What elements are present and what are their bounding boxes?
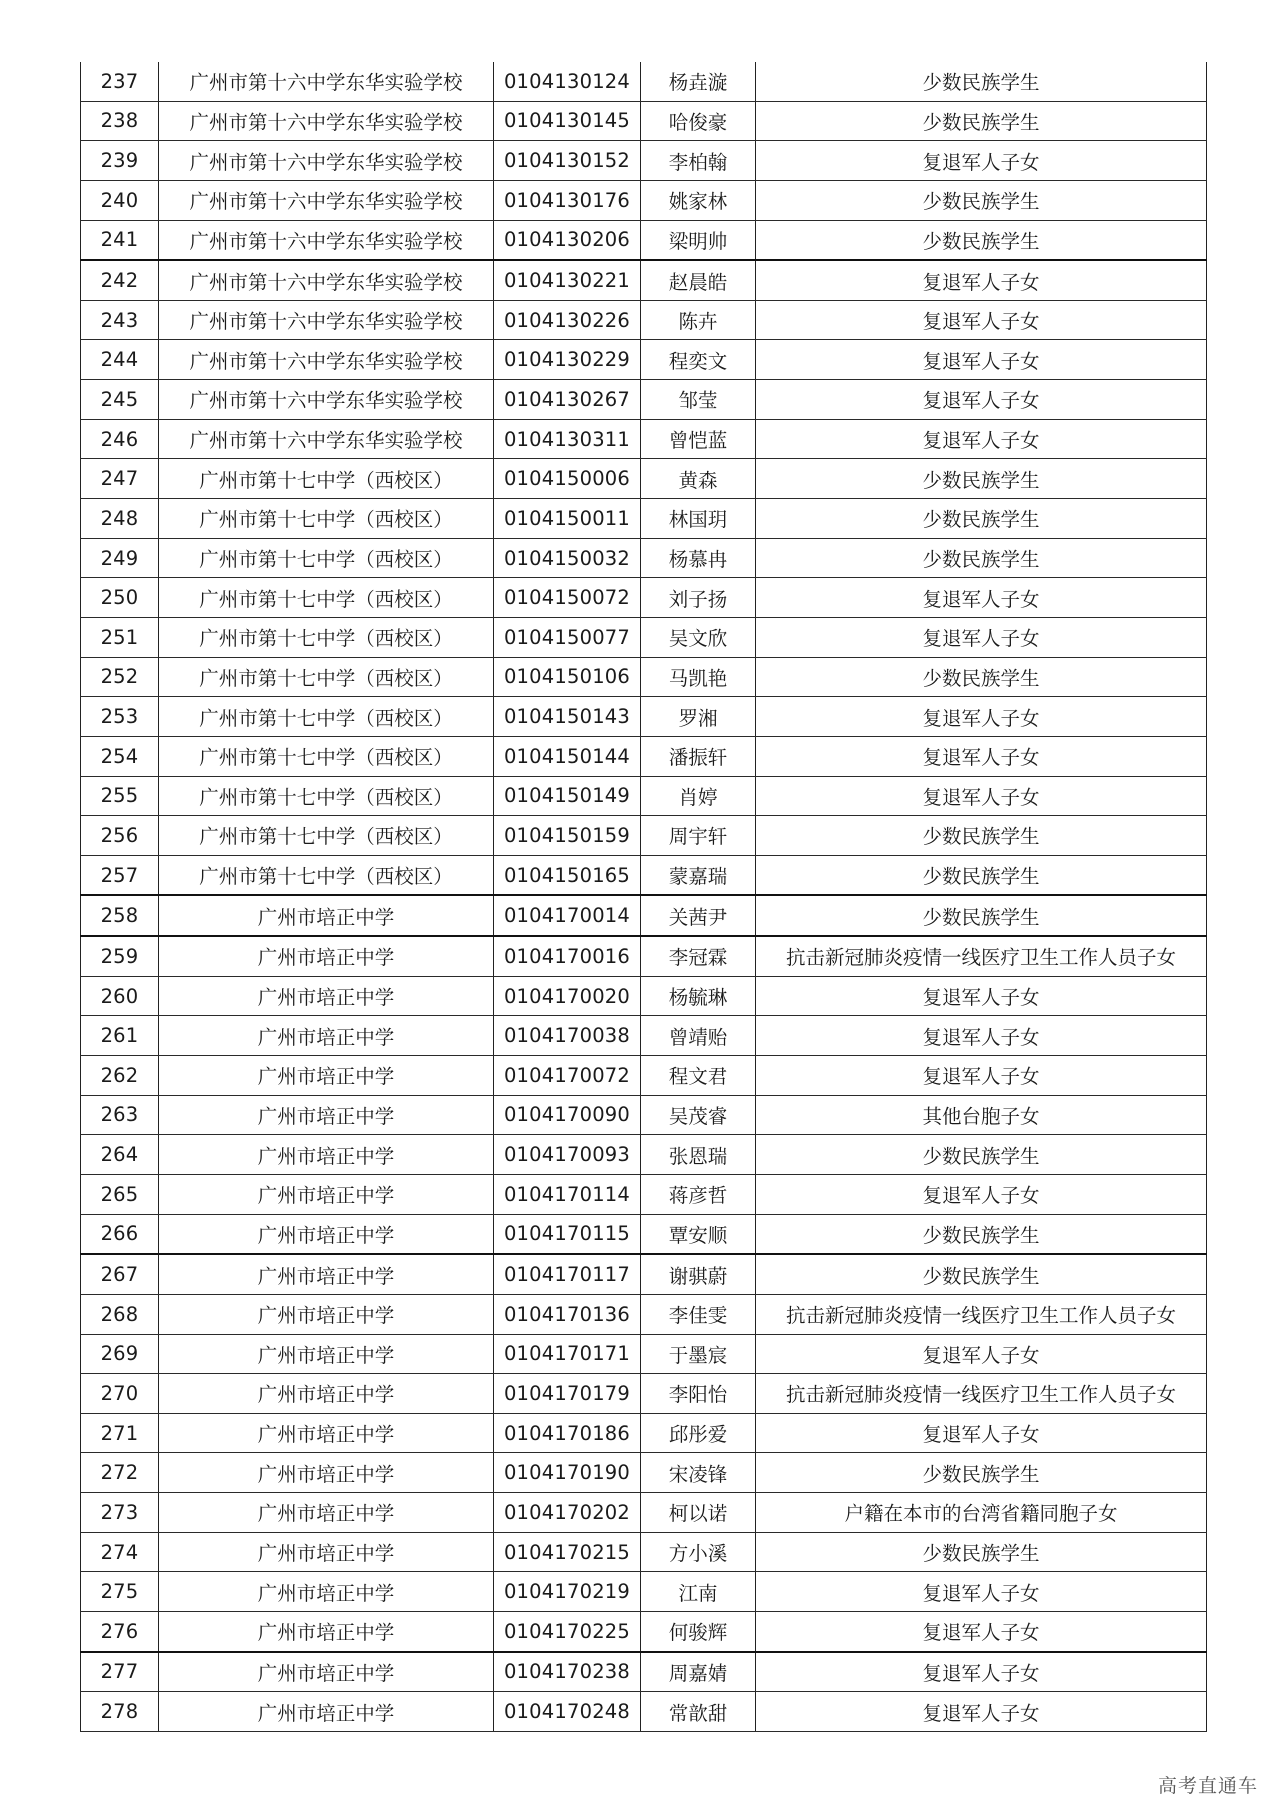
row-number-cell: 266 <box>81 1214 159 1254</box>
school-name-cell: 广州市第十七中学（西校区） <box>159 538 494 578</box>
student-name-cell: 李冠霖 <box>641 936 756 976</box>
student-id-cell: 0104130176 <box>494 180 641 220</box>
school-name-cell: 广州市培正中学 <box>159 895 494 936</box>
student-name-cell: 邱彤爱 <box>641 1413 756 1453</box>
eligibility-category-cell: 复退军人子女 <box>756 697 1207 737</box>
row-number-cell: 267 <box>81 1254 159 1294</box>
school-name-cell: 广州市第十六中学东华实验学校 <box>159 419 494 459</box>
roster-sheet <box>80 62 1206 1732</box>
eligibility-category-cell: 复退军人子女 <box>756 1174 1207 1214</box>
student-name-cell: 李阳怡 <box>641 1374 756 1414</box>
eligibility-category-cell: 复退军人子女 <box>756 617 1207 657</box>
school-name-cell: 广州市第十六中学东华实验学校 <box>159 260 494 300</box>
eligibility-category-cell: 复退军人子女 <box>756 1334 1207 1374</box>
student-name-cell: 赵晨皓 <box>641 260 756 300</box>
eligibility-category-cell: 少数民族学生 <box>756 101 1207 141</box>
eligibility-category-cell: 少数民族学生 <box>756 1214 1207 1254</box>
student-id-cell: 0104150159 <box>494 816 641 856</box>
eligibility-category-cell: 复退军人子女 <box>756 300 1207 340</box>
student-name-cell: 宋凌锋 <box>641 1453 756 1493</box>
student-name-cell: 覃安顺 <box>641 1214 756 1254</box>
eligibility-category-cell: 少数民族学生 <box>756 62 1207 101</box>
student-id-cell: 0104170038 <box>494 1016 641 1056</box>
school-name-cell: 广州市第十七中学（西校区） <box>159 578 494 618</box>
row-number-cell: 244 <box>81 340 159 380</box>
student-name-cell: 刘子扬 <box>641 578 756 618</box>
student-id-cell: 0104170215 <box>494 1532 641 1572</box>
table-row <box>81 419 1207 459</box>
student-name-cell: 柯以诺 <box>641 1493 756 1533</box>
student-id-cell: 0104170114 <box>494 1174 641 1214</box>
student-name-cell: 常歆甜 <box>641 1692 756 1732</box>
eligibility-category-cell: 少数民族学生 <box>756 1453 1207 1493</box>
row-number-cell: 246 <box>81 419 159 459</box>
table-row <box>81 538 1207 578</box>
school-name-cell: 广州市培正中学 <box>159 976 494 1016</box>
table-row <box>81 855 1207 895</box>
student-id-cell: 0104170248 <box>494 1692 641 1732</box>
student-id-cell: 0104170238 <box>494 1652 641 1692</box>
eligibility-category-cell: 少数民族学生 <box>756 499 1207 539</box>
table-row <box>81 697 1207 737</box>
eligibility-category-cell: 复退军人子女 <box>756 260 1207 300</box>
student-id-cell: 0104130311 <box>494 419 641 459</box>
student-name-cell: 潘振轩 <box>641 736 756 776</box>
table-row <box>81 1016 1207 1056</box>
student-id-cell: 0104170072 <box>494 1056 641 1096</box>
row-number-cell: 275 <box>81 1572 159 1612</box>
school-name-cell: 广州市第十六中学东华实验学校 <box>159 101 494 141</box>
school-name-cell: 广州市培正中学 <box>159 1214 494 1254</box>
school-name-cell: 广州市第十七中学（西校区） <box>159 816 494 856</box>
row-number-cell: 251 <box>81 617 159 657</box>
school-name-cell: 广州市培正中学 <box>159 1095 494 1135</box>
student-name-cell: 杨毓琳 <box>641 976 756 1016</box>
student-name-cell: 曾靖贻 <box>641 1016 756 1056</box>
student-name-cell: 周宇轩 <box>641 816 756 856</box>
school-name-cell: 广州市第十七中学（西校区） <box>159 499 494 539</box>
table-row <box>81 62 1207 101</box>
row-number-cell: 249 <box>81 538 159 578</box>
school-name-cell: 广州市第十七中学（西校区） <box>159 855 494 895</box>
school-name-cell: 广州市第十七中学（西校区） <box>159 657 494 697</box>
row-number-cell: 239 <box>81 141 159 181</box>
eligibility-category-cell: 其他台胞子女 <box>756 1095 1207 1135</box>
school-name-cell: 广州市第十六中学东华实验学校 <box>159 62 494 101</box>
student-id-cell: 0104170190 <box>494 1453 641 1493</box>
eligibility-category-cell: 少数民族学生 <box>756 220 1207 260</box>
student-name-cell: 杨垚漩 <box>641 62 756 101</box>
table-row <box>81 1652 1207 1692</box>
school-name-cell: 广州市培正中学 <box>159 1056 494 1096</box>
row-number-cell: 241 <box>81 220 159 260</box>
table-row <box>81 578 1207 618</box>
student-id-cell: 0104150149 <box>494 776 641 816</box>
student-name-cell: 吴茂睿 <box>641 1095 756 1135</box>
school-name-cell: 广州市培正中学 <box>159 1692 494 1732</box>
school-name-cell: 广州市第十七中学（西校区） <box>159 697 494 737</box>
eligibility-category-cell: 少数民族学生 <box>756 895 1207 936</box>
school-name-cell: 广州市培正中学 <box>159 1254 494 1294</box>
row-number-cell: 248 <box>81 499 159 539</box>
row-number-cell: 269 <box>81 1334 159 1374</box>
row-number-cell: 262 <box>81 1056 159 1096</box>
eligibility-category-cell: 少数民族学生 <box>756 855 1207 895</box>
school-name-cell: 广州市第十六中学东华实验学校 <box>159 180 494 220</box>
eligibility-category-cell: 少数民族学生 <box>756 459 1207 499</box>
student-id-cell: 0104170202 <box>494 1493 641 1533</box>
table-row <box>81 459 1207 499</box>
school-name-cell: 广州市培正中学 <box>159 1652 494 1692</box>
table-row <box>81 141 1207 181</box>
table-row <box>81 1056 1207 1096</box>
student-name-cell: 关茜尹 <box>641 895 756 936</box>
school-name-cell: 广州市第十六中学东华实验学校 <box>159 380 494 420</box>
row-number-cell: 273 <box>81 1493 159 1533</box>
row-number-cell: 237 <box>81 62 159 101</box>
row-number-cell: 270 <box>81 1374 159 1414</box>
student-id-cell: 0104170225 <box>494 1611 641 1651</box>
student-name-cell: 周嘉婧 <box>641 1652 756 1692</box>
student-id-cell: 0104150011 <box>494 499 641 539</box>
student-name-cell: 蒙嘉瑞 <box>641 855 756 895</box>
row-number-cell: 261 <box>81 1016 159 1056</box>
school-name-cell: 广州市培正中学 <box>159 1294 494 1334</box>
eligibility-category-cell: 复退军人子女 <box>756 1692 1207 1732</box>
student-id-cell: 0104170093 <box>494 1135 641 1175</box>
eligibility-category-cell: 复退军人子女 <box>756 1652 1207 1692</box>
school-name-cell: 广州市培正中学 <box>159 1374 494 1414</box>
table-row <box>81 1135 1207 1175</box>
row-number-cell: 277 <box>81 1652 159 1692</box>
table-row <box>81 1532 1207 1572</box>
school-name-cell: 广州市培正中学 <box>159 1453 494 1493</box>
school-name-cell: 广州市培正中学 <box>159 1174 494 1214</box>
row-number-cell: 245 <box>81 380 159 420</box>
table-row <box>81 300 1207 340</box>
table-row <box>81 776 1207 816</box>
school-name-cell: 广州市培正中学 <box>159 1413 494 1453</box>
student-id-cell: 0104170014 <box>494 895 641 936</box>
student-name-cell: 谢骐蔚 <box>641 1254 756 1294</box>
student-name-cell: 罗湘 <box>641 697 756 737</box>
row-number-cell: 238 <box>81 101 159 141</box>
school-name-cell: 广州市培正中学 <box>159 936 494 976</box>
eligibility-category-cell: 抗击新冠肺炎疫情一线医疗卫生工作人员子女 <box>756 1374 1207 1414</box>
student-id-cell: 0104170090 <box>494 1095 641 1135</box>
eligibility-category-cell: 少数民族学生 <box>756 1254 1207 1294</box>
eligibility-category-cell: 复退军人子女 <box>756 1413 1207 1453</box>
row-number-cell: 252 <box>81 657 159 697</box>
student-id-cell: 0104170115 <box>494 1214 641 1254</box>
student-name-cell: 方小溪 <box>641 1532 756 1572</box>
student-name-cell: 林国玥 <box>641 499 756 539</box>
school-name-cell: 广州市培正中学 <box>159 1572 494 1612</box>
student-id-cell: 0104170117 <box>494 1254 641 1294</box>
row-number-cell: 265 <box>81 1174 159 1214</box>
student-id-cell: 0104170179 <box>494 1374 641 1414</box>
student-name-cell: 邹莹 <box>641 380 756 420</box>
student-name-cell: 蒋彦哲 <box>641 1174 756 1214</box>
eligibility-category-cell: 少数民族学生 <box>756 657 1207 697</box>
eligibility-category-cell: 复退军人子女 <box>756 736 1207 776</box>
student-id-cell: 0104150006 <box>494 459 641 499</box>
row-number-cell: 253 <box>81 697 159 737</box>
student-name-cell: 李佳雯 <box>641 1294 756 1334</box>
row-number-cell: 240 <box>81 180 159 220</box>
student-name-cell: 曾恺蓝 <box>641 419 756 459</box>
roster-body <box>81 62 1207 1731</box>
eligibility-category-cell: 复退军人子女 <box>756 578 1207 618</box>
student-id-cell: 0104130152 <box>494 141 641 181</box>
row-number-cell: 272 <box>81 1453 159 1493</box>
table-row <box>81 499 1207 539</box>
eligibility-category-cell: 抗击新冠肺炎疫情一线医疗卫生工作人员子女 <box>756 1294 1207 1334</box>
table-row <box>81 895 1207 936</box>
row-number-cell: 247 <box>81 459 159 499</box>
eligibility-category-cell: 少数民族学生 <box>756 180 1207 220</box>
table-row <box>81 736 1207 776</box>
watermark-text: 高考直通车 <box>1157 1775 1258 1797</box>
student-id-cell: 0104170136 <box>494 1294 641 1334</box>
row-number-cell: 264 <box>81 1135 159 1175</box>
student-id-cell: 0104130206 <box>494 220 641 260</box>
table-row <box>81 380 1207 420</box>
table-row <box>81 617 1207 657</box>
student-name-cell: 黄森 <box>641 459 756 499</box>
school-name-cell: 广州市第十六中学东华实验学校 <box>159 300 494 340</box>
student-name-cell: 张恩瑞 <box>641 1135 756 1175</box>
table-row <box>81 340 1207 380</box>
row-number-cell: 256 <box>81 816 159 856</box>
table-row <box>81 1611 1207 1651</box>
student-name-cell: 马凯艳 <box>641 657 756 697</box>
student-id-cell: 0104150072 <box>494 578 641 618</box>
school-name-cell: 广州市第十六中学东华实验学校 <box>159 141 494 181</box>
eligibility-category-cell: 少数民族学生 <box>756 1532 1207 1572</box>
eligibility-category-cell: 少数民族学生 <box>756 1135 1207 1175</box>
eligibility-category-cell: 复退军人子女 <box>756 776 1207 816</box>
student-id-cell: 0104150032 <box>494 538 641 578</box>
table-row <box>81 1174 1207 1214</box>
eligibility-category-cell: 复退军人子女 <box>756 1611 1207 1651</box>
row-number-cell: 268 <box>81 1294 159 1334</box>
school-name-cell: 广州市培正中学 <box>159 1611 494 1651</box>
row-number-cell: 259 <box>81 936 159 976</box>
table-row <box>81 1095 1207 1135</box>
eligibility-category-cell: 复退军人子女 <box>756 419 1207 459</box>
eligibility-category-cell: 复退军人子女 <box>756 340 1207 380</box>
school-name-cell: 广州市第十七中学（西校区） <box>159 736 494 776</box>
school-name-cell: 广州市第十六中学东华实验学校 <box>159 220 494 260</box>
table-row <box>81 1453 1207 1493</box>
row-number-cell: 258 <box>81 895 159 936</box>
student-name-cell: 程奕文 <box>641 340 756 380</box>
table-row <box>81 260 1207 300</box>
school-name-cell: 广州市第十六中学东华实验学校 <box>159 340 494 380</box>
student-id-cell: 0104150077 <box>494 617 641 657</box>
row-number-cell: 260 <box>81 976 159 1016</box>
row-number-cell: 257 <box>81 855 159 895</box>
school-name-cell: 广州市培正中学 <box>159 1135 494 1175</box>
student-name-cell: 于墨宸 <box>641 1334 756 1374</box>
student-name-cell: 李柏翰 <box>641 141 756 181</box>
eligibility-category-cell: 复退军人子女 <box>756 1056 1207 1096</box>
row-number-cell: 254 <box>81 736 159 776</box>
table-row <box>81 1334 1207 1374</box>
table-row <box>81 220 1207 260</box>
school-name-cell: 广州市第十七中学（西校区） <box>159 617 494 657</box>
table-row <box>81 1294 1207 1334</box>
student-name-cell: 陈卉 <box>641 300 756 340</box>
row-number-cell: 278 <box>81 1692 159 1732</box>
student-id-cell: 0104130226 <box>494 300 641 340</box>
student-name-cell: 肖婷 <box>641 776 756 816</box>
school-name-cell: 广州市培正中学 <box>159 1016 494 1056</box>
student-name-cell: 何骏辉 <box>641 1611 756 1651</box>
row-number-cell: 276 <box>81 1611 159 1651</box>
school-name-cell: 广州市培正中学 <box>159 1334 494 1374</box>
table-row <box>81 1374 1207 1414</box>
school-name-cell: 广州市第十七中学（西校区） <box>159 776 494 816</box>
eligibility-category-cell: 复退军人子女 <box>756 141 1207 181</box>
eligibility-category-cell: 户籍在本市的台湾省籍同胞子女 <box>756 1493 1207 1533</box>
eligibility-category-cell: 复退军人子女 <box>756 976 1207 1016</box>
student-id-cell: 0104130229 <box>494 340 641 380</box>
student-id-cell: 0104150165 <box>494 855 641 895</box>
student-id-cell: 0104130221 <box>494 260 641 300</box>
school-name-cell: 广州市第十七中学（西校区） <box>159 459 494 499</box>
eligibility-category-cell: 复退军人子女 <box>756 1016 1207 1056</box>
eligibility-category-cell: 抗击新冠肺炎疫情一线医疗卫生工作人员子女 <box>756 936 1207 976</box>
student-id-cell: 0104150106 <box>494 657 641 697</box>
row-number-cell: 250 <box>81 578 159 618</box>
row-number-cell: 274 <box>81 1532 159 1572</box>
student-name-cell: 哈俊豪 <box>641 101 756 141</box>
student-id-cell: 0104170016 <box>494 936 641 976</box>
table-row <box>81 1493 1207 1533</box>
student-id-cell: 0104170186 <box>494 1413 641 1453</box>
row-number-cell: 263 <box>81 1095 159 1135</box>
row-number-cell: 255 <box>81 776 159 816</box>
table-row <box>81 180 1207 220</box>
eligibility-category-cell: 复退军人子女 <box>756 380 1207 420</box>
eligibility-category-cell: 少数民族学生 <box>756 538 1207 578</box>
student-id-cell: 0104130145 <box>494 101 641 141</box>
table-row <box>81 816 1207 856</box>
student-name-cell: 姚家林 <box>641 180 756 220</box>
school-name-cell: 广州市培正中学 <box>159 1493 494 1533</box>
student-id-cell: 0104130124 <box>494 62 641 101</box>
student-name-cell: 江南 <box>641 1572 756 1612</box>
eligibility-category-cell: 复退军人子女 <box>756 1572 1207 1612</box>
student-id-cell: 0104150144 <box>494 736 641 776</box>
table-row <box>81 1692 1207 1732</box>
student-id-cell: 0104170219 <box>494 1572 641 1612</box>
row-number-cell: 271 <box>81 1413 159 1453</box>
table-row <box>81 101 1207 141</box>
table-row <box>81 936 1207 976</box>
roster-table <box>80 62 1207 1732</box>
student-id-cell: 0104150143 <box>494 697 641 737</box>
student-name-cell: 杨慕冉 <box>641 538 756 578</box>
row-number-cell: 243 <box>81 300 159 340</box>
student-id-cell: 0104170020 <box>494 976 641 1016</box>
student-name-cell: 梁明帅 <box>641 220 756 260</box>
eligibility-category-cell: 少数民族学生 <box>756 816 1207 856</box>
student-id-cell: 0104170171 <box>494 1334 641 1374</box>
table-row <box>81 976 1207 1016</box>
table-row <box>81 1572 1207 1612</box>
school-name-cell: 广州市培正中学 <box>159 1532 494 1572</box>
table-row <box>81 657 1207 697</box>
table-row <box>81 1214 1207 1254</box>
student-name-cell: 程文君 <box>641 1056 756 1096</box>
student-name-cell: 吴文欣 <box>641 617 756 657</box>
row-number-cell: 242 <box>81 260 159 300</box>
student-id-cell: 0104130267 <box>494 380 641 420</box>
table-row <box>81 1254 1207 1294</box>
table-row <box>81 1413 1207 1453</box>
